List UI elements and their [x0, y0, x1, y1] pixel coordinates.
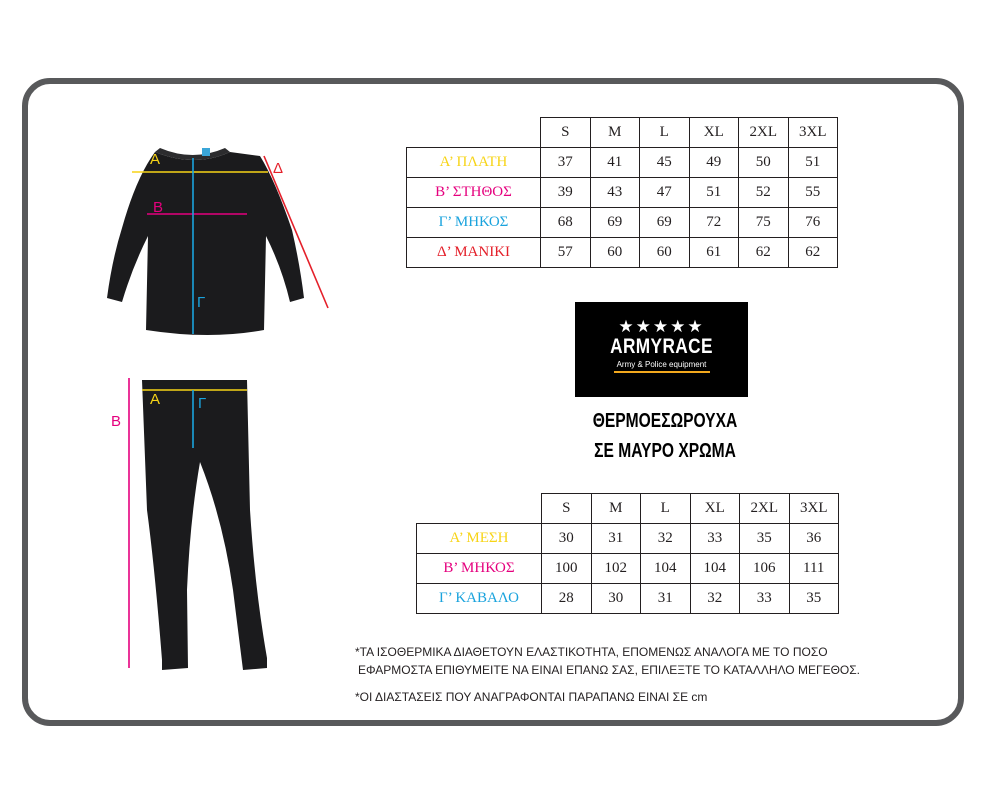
table-cell: 51 — [788, 148, 838, 178]
size-header-cell: L — [641, 494, 691, 524]
table-cell: 69 — [590, 208, 640, 238]
table-cell: 45 — [640, 148, 690, 178]
table-cell: 72 — [689, 208, 739, 238]
units-note: *ΟΙ ΔΙΑΣΤΑΣΕΙΣ ΠΟΥ ΑΝΑΓΡΑΦΟΝΤΑΙ ΠΑΡΑΠΑΝΩ ΕΙΝΑΙ ΣΕ cm — [355, 690, 708, 704]
shirt-label-b: Β — [153, 199, 164, 216]
table-cell: 35 — [789, 584, 839, 614]
table-row — [417, 554, 839, 584]
row-label-length: Γ’ ΜΗΚΟΣ — [407, 208, 541, 238]
table-cell: 30 — [542, 524, 592, 554]
table-cell: 76 — [788, 208, 838, 238]
size-header-cell: L — [640, 118, 690, 148]
row-label-sleeve: Δ’ ΜΑΝΙΚΙ — [407, 238, 541, 268]
table-cell: 49 — [689, 148, 739, 178]
table-cell: 68 — [541, 208, 591, 238]
size-header-cell: 3XL — [788, 118, 838, 148]
table-row — [417, 524, 839, 554]
size-header-cell: 2XL — [740, 494, 790, 524]
shirt-label-d: Δ — [273, 160, 284, 177]
table-cell: 62 — [739, 238, 789, 268]
table-row — [407, 208, 838, 238]
table-row — [417, 584, 839, 614]
logo-stars-icon: ★★★★★ — [618, 317, 705, 337]
table-corner — [417, 494, 542, 524]
table-cell: 47 — [640, 178, 690, 208]
table-cell: 52 — [739, 178, 789, 208]
table-row — [407, 178, 838, 208]
product-title-line-2: ΣΕ ΜΑΥΡΟ ΧΡΩΜΑ — [594, 440, 736, 462]
size-header-cell: M — [591, 494, 641, 524]
shirt-label-g: Γ — [197, 294, 206, 311]
size-header-cell: 2XL — [739, 118, 789, 148]
table-cell: 33 — [690, 524, 740, 554]
logo-accent-bar — [614, 371, 710, 373]
table-cell: 60 — [640, 238, 690, 268]
size-header-cell: XL — [689, 118, 739, 148]
table-cell: 62 — [788, 238, 838, 268]
table-cell: 28 — [542, 584, 592, 614]
table-cell: 102 — [591, 554, 641, 584]
table-cell: 43 — [590, 178, 640, 208]
size-header-cell: XL — [690, 494, 740, 524]
table-cell: 32 — [690, 584, 740, 614]
product-title-line-1: ΘΕΡΜΟΕΣΩΡΟΥΧΑ — [592, 410, 738, 432]
table-cell: 51 — [689, 178, 739, 208]
row-label-width: Α’ ΠΛΑΤΗ — [407, 148, 541, 178]
armyrace-logo — [575, 302, 748, 397]
size-header-cell: 3XL — [789, 494, 839, 524]
table-cell: 39 — [541, 178, 591, 208]
shirt-label-a: Α — [150, 151, 161, 168]
table-cell: 33 — [740, 584, 790, 614]
size-header-cell: S — [541, 118, 591, 148]
table-cell: 41 — [590, 148, 640, 178]
size-header-row — [417, 494, 839, 524]
table-cell: 106 — [740, 554, 790, 584]
logo-brand-name: ARMYRACE — [610, 335, 713, 358]
shirt-tag-shape — [202, 148, 210, 156]
row-label-pants-length: Β’ ΜΗΚΟΣ — [417, 554, 542, 584]
row-label-crotch: Γ’ ΚΑΒΑΛΟ — [417, 584, 542, 614]
table-cell: 61 — [689, 238, 739, 268]
table-row — [407, 148, 838, 178]
table-row — [407, 238, 838, 268]
table-cell: 37 — [541, 148, 591, 178]
table-corner — [407, 118, 541, 148]
table-cell: 75 — [739, 208, 789, 238]
pants-label-b: Β — [111, 413, 122, 430]
pants-label-g: Γ — [198, 395, 207, 412]
elasticity-note: *ΤΑ ΙΣΟΘΕΡΜΙΚΑ ΔΙΑΘΕΤΟΥΝ ΕΛΑΣΤΙΚΟΤΗΤΑ, ΕΠΟΜΕΝΩΣ ΑΝΑΛΟΓΑ ΜΕ ΤΟ ΠΟΣΟ — [355, 645, 828, 659]
pants-label-a: Α — [150, 391, 161, 408]
pants-shape — [142, 380, 267, 670]
table-cell: 35 — [740, 524, 790, 554]
table-cell: 36 — [789, 524, 839, 554]
table-cell: 57 — [541, 238, 591, 268]
table-cell: 104 — [641, 554, 691, 584]
logo-tagline: Army & Police equipment — [616, 360, 707, 369]
size-header-row — [407, 118, 838, 148]
table-cell: 104 — [690, 554, 740, 584]
table-cell: 50 — [739, 148, 789, 178]
table-cell: 100 — [542, 554, 592, 584]
table-cell: 55 — [788, 178, 838, 208]
row-label-waist: Α’ ΜΕΣΗ — [417, 524, 542, 554]
table-cell: 30 — [591, 584, 641, 614]
size-header-cell: M — [590, 118, 640, 148]
row-label-chest: Β’ ΣΤΗΘΟΣ — [407, 178, 541, 208]
size-header-cell: S — [542, 494, 592, 524]
elasticity-note-continued: ΕΦΑΡΜΟΣΤΑ ΕΠΙΘΥΜΕΙΤΕ ΝΑ ΕΙΝΑΙ ΕΠΑΝΩ ΣΑΣ, ΕΠΙΛΕΞΤΕ ΤΟ ΚΑΤΑΛΛΗΛΟ ΜΕΓΕΘΟΣ. — [358, 663, 861, 677]
bottom-size-table — [416, 493, 839, 614]
table-cell: 31 — [591, 524, 641, 554]
table-cell: 69 — [640, 208, 690, 238]
thermal-pants-figure — [105, 370, 305, 680]
top-size-table — [406, 117, 838, 268]
table-cell: 111 — [789, 554, 839, 584]
table-cell: 31 — [641, 584, 691, 614]
thermal-top-figure — [60, 140, 350, 345]
table-cell: 60 — [590, 238, 640, 268]
table-cell: 32 — [641, 524, 691, 554]
